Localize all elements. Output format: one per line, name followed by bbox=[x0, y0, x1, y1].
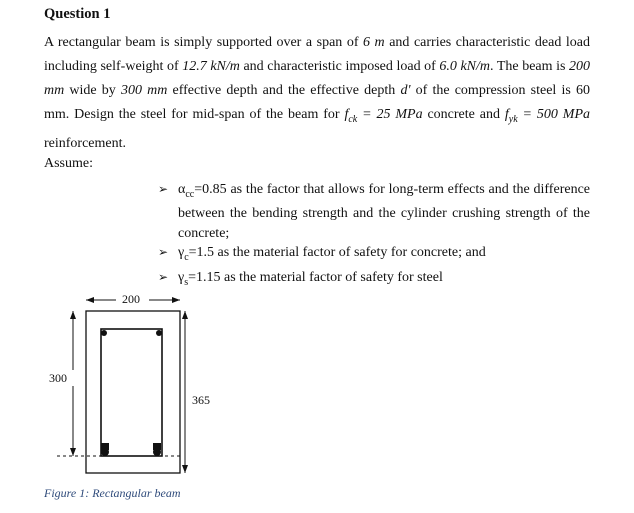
top-bar-left bbox=[101, 330, 107, 336]
width-arrow-right bbox=[172, 297, 180, 303]
paragraph-run: 300 mm bbox=[120, 83, 168, 98]
paragraph-run: = 25 MPa bbox=[357, 107, 423, 122]
paragraph-run: effective depth and the effective depth bbox=[167, 83, 401, 98]
assumption-run: γ bbox=[178, 269, 185, 285]
total-depth-label: 365 bbox=[192, 393, 210, 407]
paragraph-run: = 500 MPa bbox=[517, 107, 590, 122]
paragraph-run: 6 m bbox=[363, 35, 385, 50]
assumption-run: c bbox=[184, 252, 189, 264]
bottom-bar-right-lower bbox=[153, 443, 161, 450]
stirrup bbox=[101, 329, 162, 456]
question-title: Question 1 bbox=[44, 6, 111, 22]
width-label: 200 bbox=[122, 292, 140, 306]
height-arrow-bottom bbox=[70, 448, 76, 456]
paragraph-run: and characteristic imposed load of bbox=[239, 59, 440, 74]
bullet-arrow-icon: ➢ bbox=[158, 245, 169, 260]
paragraph-run: of the compression steel is 60 mm. Design the steel for mid-span of the beam for bbox=[44, 83, 590, 122]
figure-caption: Figure 1: Rectangular beam bbox=[44, 486, 181, 500]
total-depth-arrow-top bbox=[182, 311, 188, 319]
height-label: 300 bbox=[49, 371, 67, 385]
paragraph-run: and carries characteristic dead load including self-weight of bbox=[44, 35, 590, 74]
assumption-run: =0.85 as the factor that allows for long-term effects and the difference between the bending strength and the cylinder crushing strength of the concrete; bbox=[178, 182, 590, 241]
paragraph-run: wide by bbox=[64, 83, 121, 98]
paragraph-run: A rectangular beam is simply supported over a span of bbox=[44, 35, 364, 50]
paragraph-run: d' bbox=[400, 83, 411, 98]
paragraph-run: f bbox=[344, 107, 349, 122]
paragraph-run: f bbox=[504, 107, 509, 122]
paragraph-run: concrete and bbox=[422, 107, 505, 122]
paragraph-run: . The beam is bbox=[490, 59, 569, 74]
top-bar-right bbox=[156, 330, 162, 336]
assume-label: Assume: bbox=[44, 156, 93, 171]
beam-outline bbox=[86, 311, 180, 473]
paragraph-run: yk bbox=[508, 113, 518, 125]
assumption-run: =1.5 as the material factor of safety for concrete; and bbox=[188, 245, 486, 261]
bottom-bar-left-lower bbox=[101, 443, 109, 450]
assumption-run: cc bbox=[185, 188, 195, 200]
assumption-run: =1.15 as the material factor of safety for steel bbox=[188, 269, 443, 285]
width-arrow-left bbox=[86, 297, 94, 303]
paragraph-run: reinforcement. bbox=[44, 135, 127, 151]
height-arrow-top bbox=[70, 311, 76, 319]
paragraph-run: 6.0 kN/m bbox=[439, 59, 491, 74]
paragraph-run: 200 mm bbox=[44, 59, 590, 98]
paragraph-run: ck bbox=[348, 113, 358, 125]
assumption-run: s bbox=[184, 276, 189, 288]
assumption-run: γ bbox=[178, 245, 185, 261]
bullet-arrow-icon: ➢ bbox=[158, 182, 169, 196]
paragraph-run: 12.7 kN/m bbox=[182, 59, 240, 74]
assumption-run: α bbox=[178, 182, 186, 197]
total-depth-arrow-bottom bbox=[182, 465, 188, 473]
bullet-arrow-icon: ➢ bbox=[158, 269, 169, 284]
